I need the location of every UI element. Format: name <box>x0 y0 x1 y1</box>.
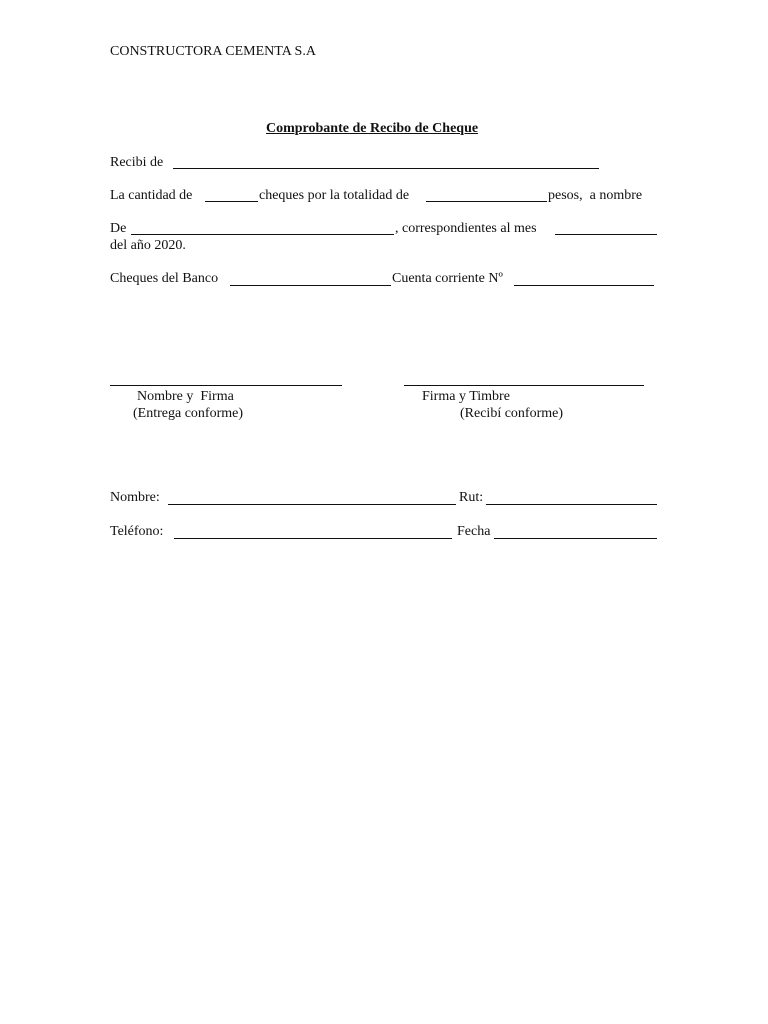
cantidad-label: La cantidad de <box>110 188 193 203</box>
telefono-blank-line <box>174 538 452 539</box>
cuenta-blank-line <box>514 285 654 286</box>
fecha-label: Fecha <box>457 524 491 539</box>
rut-blank-line <box>486 504 657 505</box>
telefono-label: Teléfono: <box>110 524 164 539</box>
cantidad-blank-line <box>205 201 258 202</box>
de-label: De <box>110 221 127 236</box>
mes-blank-line <box>555 234 657 235</box>
recibi-label: Recibi de <box>110 155 164 170</box>
signature-line-right <box>404 385 644 386</box>
signature-right-name: Firma y Timbre <box>422 389 510 404</box>
signature-line-left <box>110 385 342 386</box>
signature-right-note: (Recibí conforme) <box>460 406 564 421</box>
pesos-nombre-label: pesos, a nombre <box>548 188 643 203</box>
recibi-blank-line <box>173 168 599 169</box>
signature-left-name: Nombre y Firma <box>137 389 234 404</box>
company-name: CONSTRUCTORA CEMENTA S.A <box>110 44 316 59</box>
banco-blank-line <box>230 285 391 286</box>
cheques-totalidad-label: cheques por la totalidad de <box>259 188 410 203</box>
banco-label: Cheques del Banco <box>110 271 219 286</box>
document-title: Comprobante de Recibo de Cheque <box>266 121 479 136</box>
fecha-blank-line <box>494 538 657 539</box>
correspondientes-label: , correspondientes al mes <box>395 221 537 236</box>
signature-left-note: (Entrega conforme) <box>133 406 243 421</box>
rut-label: Rut: <box>459 490 484 505</box>
de-blank-line <box>131 234 394 235</box>
anio-label: del año 2020. <box>110 238 186 253</box>
cuenta-label: Cuenta corriente Nº <box>392 271 503 286</box>
nombre-label: Nombre: <box>110 490 160 505</box>
totalidad-blank-line <box>426 201 547 202</box>
nombre-blank-line <box>168 504 456 505</box>
